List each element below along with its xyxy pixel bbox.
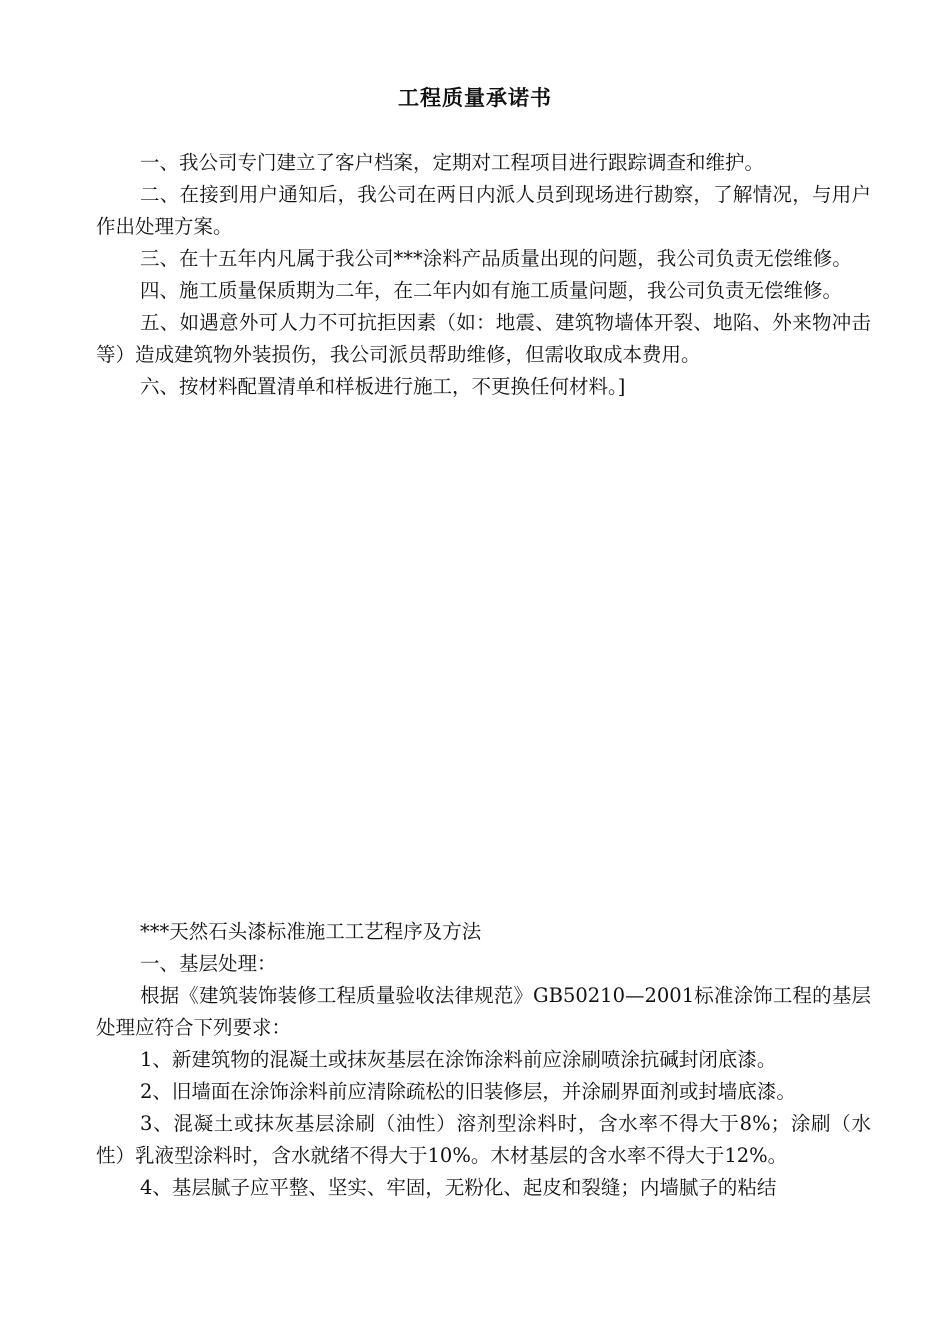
procedure-section xyxy=(96,916,871,1204)
commitment-section xyxy=(96,147,871,403)
procedure-intro: 根据《建筑装饰装修工程质量验收法律规范》GB50210—2001标准涂饰工程的基层处理应符合下列要求： xyxy=(96,984,871,1039)
commitment-item-4: 四、施工质量保质期为二年，在二年内如有施工质量问题，我公司负责无偿维修。 xyxy=(140,279,843,302)
document-title: 工程质量承诺书 xyxy=(398,85,552,110)
procedure-item-1: 1、新建筑物的混凝土或抹灰基层在涂饰涂料前应涂刷喷涂抗碱封闭底漆。 xyxy=(140,1048,777,1071)
procedure-item-3: 3、混凝土或抹灰基层涂刷（油性）溶剂型涂料时，含水率不得大于8%；涂刷（水性）乳液型涂料时，含水就绪不得大于10%。木材基层的含水率不得大于12%。 xyxy=(96,1112,871,1167)
commitment-item-6: 六、按材料配置清单和样板进行施工，不更换任何材料。] xyxy=(140,375,626,398)
commitment-item-5: 五、如遇意外可人力不可抗拒因素（如：地震、建筑物墙体开裂、地陷、外来物冲击等）造成建筑物外装损伤，我公司派员帮助维修，但需收取成本费用。 xyxy=(96,311,871,366)
commitment-item-2: 二、在接到用户通知后，我公司在两日内派人员到现场进行勘察，了解情况，与用户作出处理方案。 xyxy=(96,183,871,238)
procedure-heading: ***天然石头漆标准施工工艺程序及方法 xyxy=(140,920,482,943)
procedure-subheading: 一、基层处理： xyxy=(140,952,277,975)
procedure-item-4: 4、基层腻子应平整、坚实、牢固，无粉化、起皮和裂缝；内墙腻子的粘结 xyxy=(140,1176,777,1199)
procedure-item-2: 2、旧墙面在涂饰涂料前应清除疏松的旧装修层，并涂刷界面剂或封墙底漆。 xyxy=(140,1080,796,1103)
commitment-item-3: 三、在十五年内凡属于我公司***涂料产品质量出现的问题，我公司负责无偿维修。 xyxy=(140,247,852,270)
commitment-item-1: 一、我公司专门建立了客户档案，定期对工程项目进行跟踪调查和维护。 xyxy=(140,151,765,174)
